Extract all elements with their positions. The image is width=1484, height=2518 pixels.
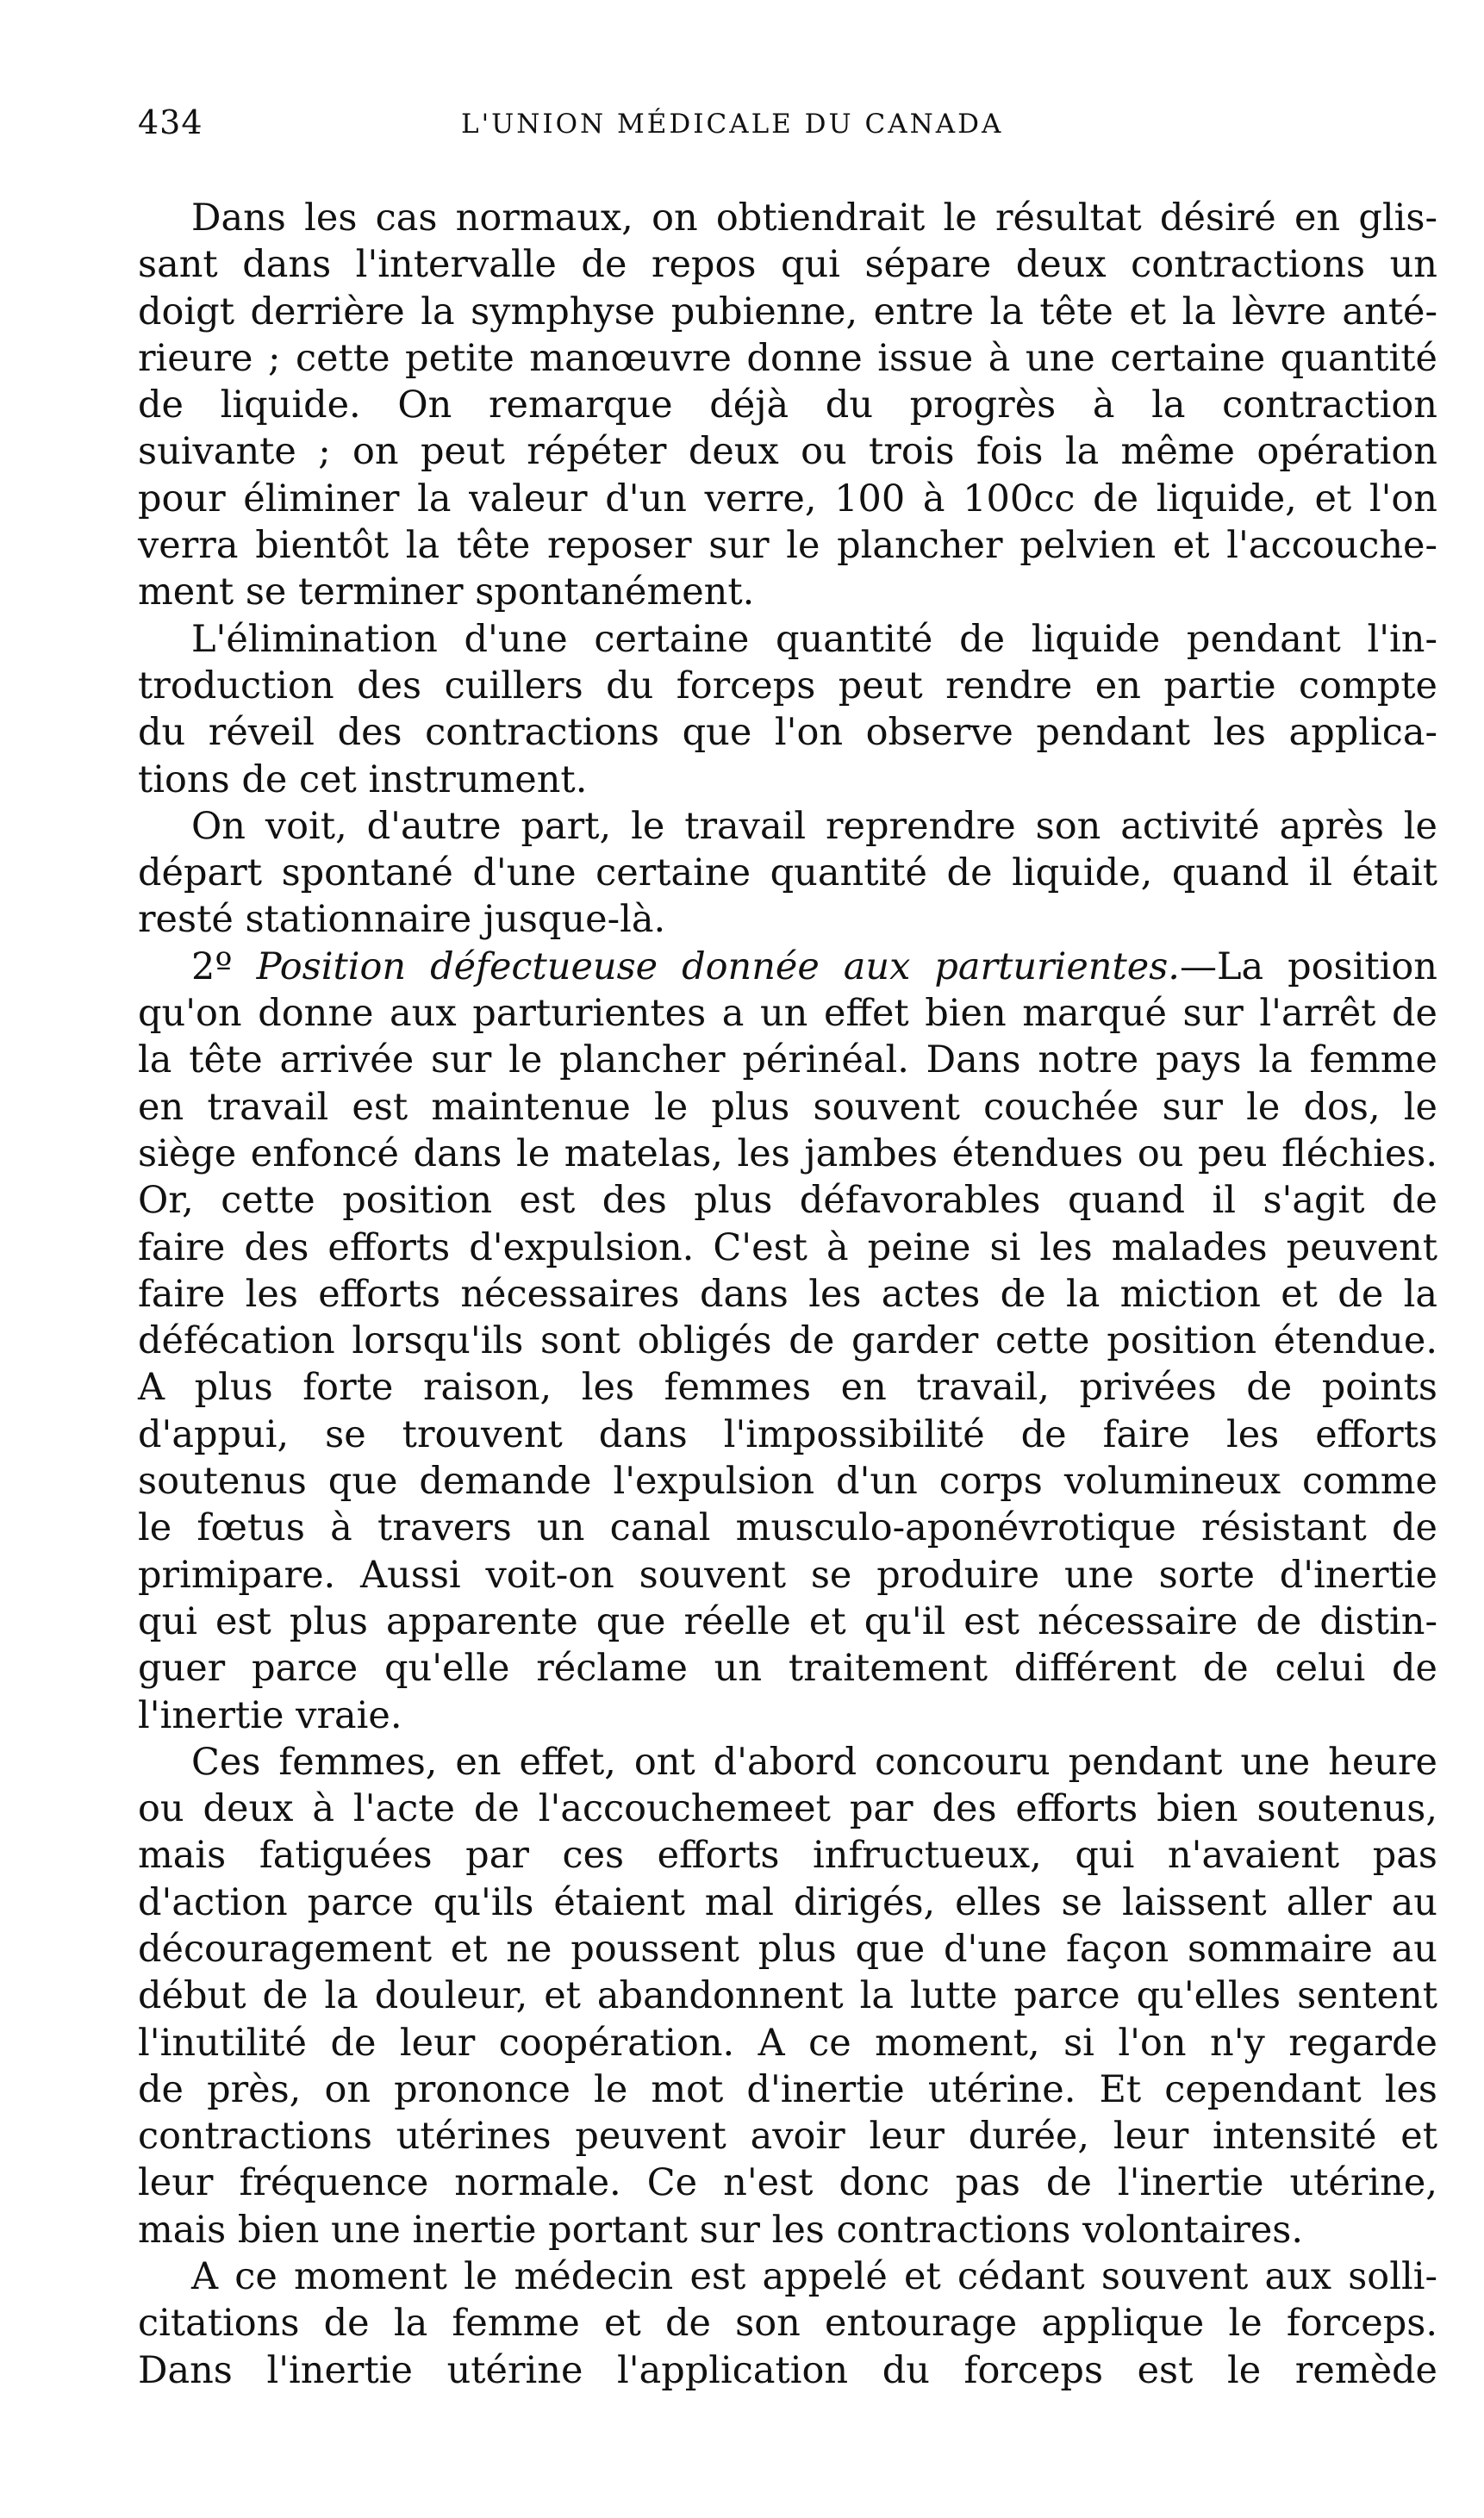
- text-line: l'inutilité de leur coopération. A ce moment, si l'on n'y regarde: [138, 2021, 1437, 2065]
- body-text: [138, 195, 1437, 2394]
- text-line: défécation lorsqu'ils sont obligés de garder cette position étendue.: [138, 1319, 1437, 1363]
- text-line: mais fatiguées par ces efforts infructueux, qui n'avaient pas: [138, 1834, 1437, 1878]
- text-line: rieure ; cette petite manœuvre donne issue à une certaine quantité: [138, 336, 1437, 380]
- text-line: A ce moment le médecin est appelé et cédant souvent aux solli-: [191, 2255, 1437, 2299]
- text-line: leur fréquence normale. Ce n'est donc pas de l'inertie utérine,: [138, 2161, 1437, 2205]
- text-line: début de la douleur, et abandonnent la lutte parce qu'elles sentent: [138, 1974, 1437, 2018]
- text-line: primipare. Aussi voit-on souvent se produire une sorte d'inertie: [138, 1553, 1437, 1597]
- text-line: Ces femmes, en effet, ont d'abord concouru pendant une heure: [191, 1740, 1437, 1784]
- text-line: de liquide. On remarque déjà du progrès à la contraction: [138, 383, 1437, 427]
- text-line: contractions utérines peuvent avoir leur durée, leur intensité et: [138, 2115, 1437, 2159]
- text-line: resté stationnaire jusque-là.: [138, 898, 666, 942]
- section-heading-line: [138, 944, 1437, 990]
- text-line: de près, on prononce le mot d'inertie utérine. Et cependant les: [138, 2067, 1437, 2111]
- page-number: 434: [138, 103, 203, 141]
- text-line: la tête arrivée sur le plancher périnéal. Dans notre pays la femme: [138, 1038, 1437, 1082]
- text-line: qui est plus apparente que réelle et qu'il est nécessaire de distin-: [138, 1599, 1437, 1643]
- text-line: A plus forte raison, les femmes en travail, privées de points: [138, 1366, 1437, 1410]
- text-line: le fœtus à travers un canal musculo-aponévrotique résistant de: [138, 1506, 1437, 1550]
- text-line: Or, cette position est des plus défavorables quand il s'agit de: [138, 1179, 1437, 1223]
- text-line: verra bientôt la tête reposer sur le plancher pelvien et l'accouche-: [138, 524, 1437, 568]
- text-line: sant dans l'intervalle de repos qui sépare deux contractions un: [138, 243, 1437, 287]
- text-line: faire des efforts d'expulsion. C'est à peine si les malades peuvent: [138, 1225, 1437, 1269]
- text-line: mais bien une inertie portant sur les contractions volontaires.: [138, 2208, 1304, 2252]
- text-line: soutenus que demande l'expulsion d'un corps volumineux comme: [138, 1460, 1437, 1504]
- text-line: ment se terminer spontanément.: [138, 570, 755, 614]
- text-line: Dans les cas normaux, on obtiendrait le résultat désiré en glis-: [191, 196, 1437, 240]
- page-header: [138, 103, 1431, 155]
- running-head: L'UNION MÉDICALE DU CANADA: [461, 109, 1004, 140]
- text-line: l'inertie vraie.: [138, 1693, 402, 1737]
- text-line: tions de cet instrument.: [138, 757, 588, 801]
- text-line: suivante ; on peut répéter deux ou trois fois la même opération: [138, 430, 1437, 474]
- text-line: On voit, d'autre part, le travail reprendre son activité après le: [191, 804, 1437, 848]
- text-line: citations de la femme et de son entourage applique le forceps.: [138, 2302, 1437, 2346]
- text-line: d'appui, se trouvent dans l'impossibilité de faire les efforts: [138, 1412, 1437, 1456]
- text-line: départ spontané d'une certaine quantité de liquide, quand il était: [138, 851, 1437, 895]
- text-line: ou deux à l'acte de l'accouchemeet par des efforts bien soutenus,: [138, 1787, 1437, 1831]
- text-line: découragement et ne poussent plus que d'une façon sommaire au: [138, 1927, 1437, 1971]
- section-title: Position défectueuse donnée aux parturientes.: [256, 944, 1180, 988]
- text-line: pour éliminer la valeur d'un verre, 100 à 100cc de liquide, et l'on: [138, 477, 1437, 520]
- text-line: du réveil des contractions que l'on observe pendant les applica-: [138, 711, 1437, 755]
- text-line: siège enfoncé dans le matelas, les jambes étendues ou peu fléchies.: [138, 1131, 1437, 1175]
- section-title-continuation: —La position: [1179, 944, 1437, 988]
- text-line: guer parce qu'elle réclame un traitement différent de celui de: [138, 1647, 1437, 1691]
- text-line: doigt derrière la symphyse pubienne, entre la tête et la lèvre anté-: [138, 290, 1437, 333]
- text-line: d'action parce qu'ils étaient mal dirigés, elles se laissent aller au: [138, 1880, 1437, 1924]
- text-line: Dans l'inertie utérine l'application du forceps est le remède: [138, 2348, 1437, 2392]
- text-line: qu'on donne aux parturientes a un effet bien marqué sur l'arrêt de: [138, 992, 1437, 1036]
- text-line: faire les efforts nécessaires dans les actes de la miction et de la: [138, 1272, 1437, 1316]
- text-line: troduction des cuillers du forceps peut rendre en partie compte: [138, 664, 1437, 707]
- text-line: en travail est maintenue le plus souvent couchée sur le dos, le: [138, 1085, 1437, 1129]
- text-line: L'élimination d'une certaine quantité de liquide pendant l'in-: [191, 617, 1437, 661]
- section-marker: 2º: [191, 944, 233, 988]
